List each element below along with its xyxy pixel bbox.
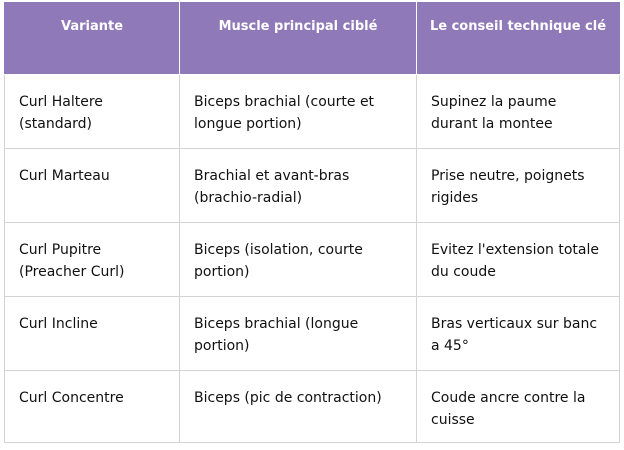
- cell-conseil: Supinez la paume durant la montee: [417, 75, 620, 149]
- table-header: [5, 3, 620, 75]
- header-muscle: Muscle principal ciblé: [180, 3, 417, 75]
- cell-conseil: Evitez l'extension totale du coude: [417, 223, 620, 297]
- cell-variante: Curl Pupitre (Preacher Curl): [5, 223, 180, 297]
- table-row: [5, 75, 620, 149]
- header-row: [5, 3, 620, 75]
- table-row: [5, 223, 620, 297]
- cell-muscle: Biceps brachial (courte et longue portion): [180, 75, 417, 149]
- table-row: [5, 149, 620, 223]
- table-body: [5, 75, 620, 443]
- header-conseil: Le conseil technique clé: [417, 3, 620, 75]
- cell-conseil: Prise neutre, poignets rigides: [417, 149, 620, 223]
- cell-muscle: Biceps (isolation, courte portion): [180, 223, 417, 297]
- cell-conseil: Coude ancre contre la cuisse: [417, 371, 620, 443]
- cell-variante: Curl Incline: [5, 297, 180, 371]
- header-variante: Variante: [5, 3, 180, 75]
- cell-muscle: Biceps (pic de contraction): [180, 371, 417, 443]
- table-row: [5, 297, 620, 371]
- curl-variants-table: [4, 2, 620, 443]
- cell-variante: Curl Marteau: [5, 149, 180, 223]
- table-row: [5, 371, 620, 443]
- cell-muscle: Brachial et avant-bras (brachio-radial): [180, 149, 417, 223]
- cell-conseil: Bras verticaux sur banc a 45°: [417, 297, 620, 371]
- cell-variante: Curl Haltere (standard): [5, 75, 180, 149]
- cell-muscle: Biceps brachial (longue portion): [180, 297, 417, 371]
- cell-variante: Curl Concentre: [5, 371, 180, 443]
